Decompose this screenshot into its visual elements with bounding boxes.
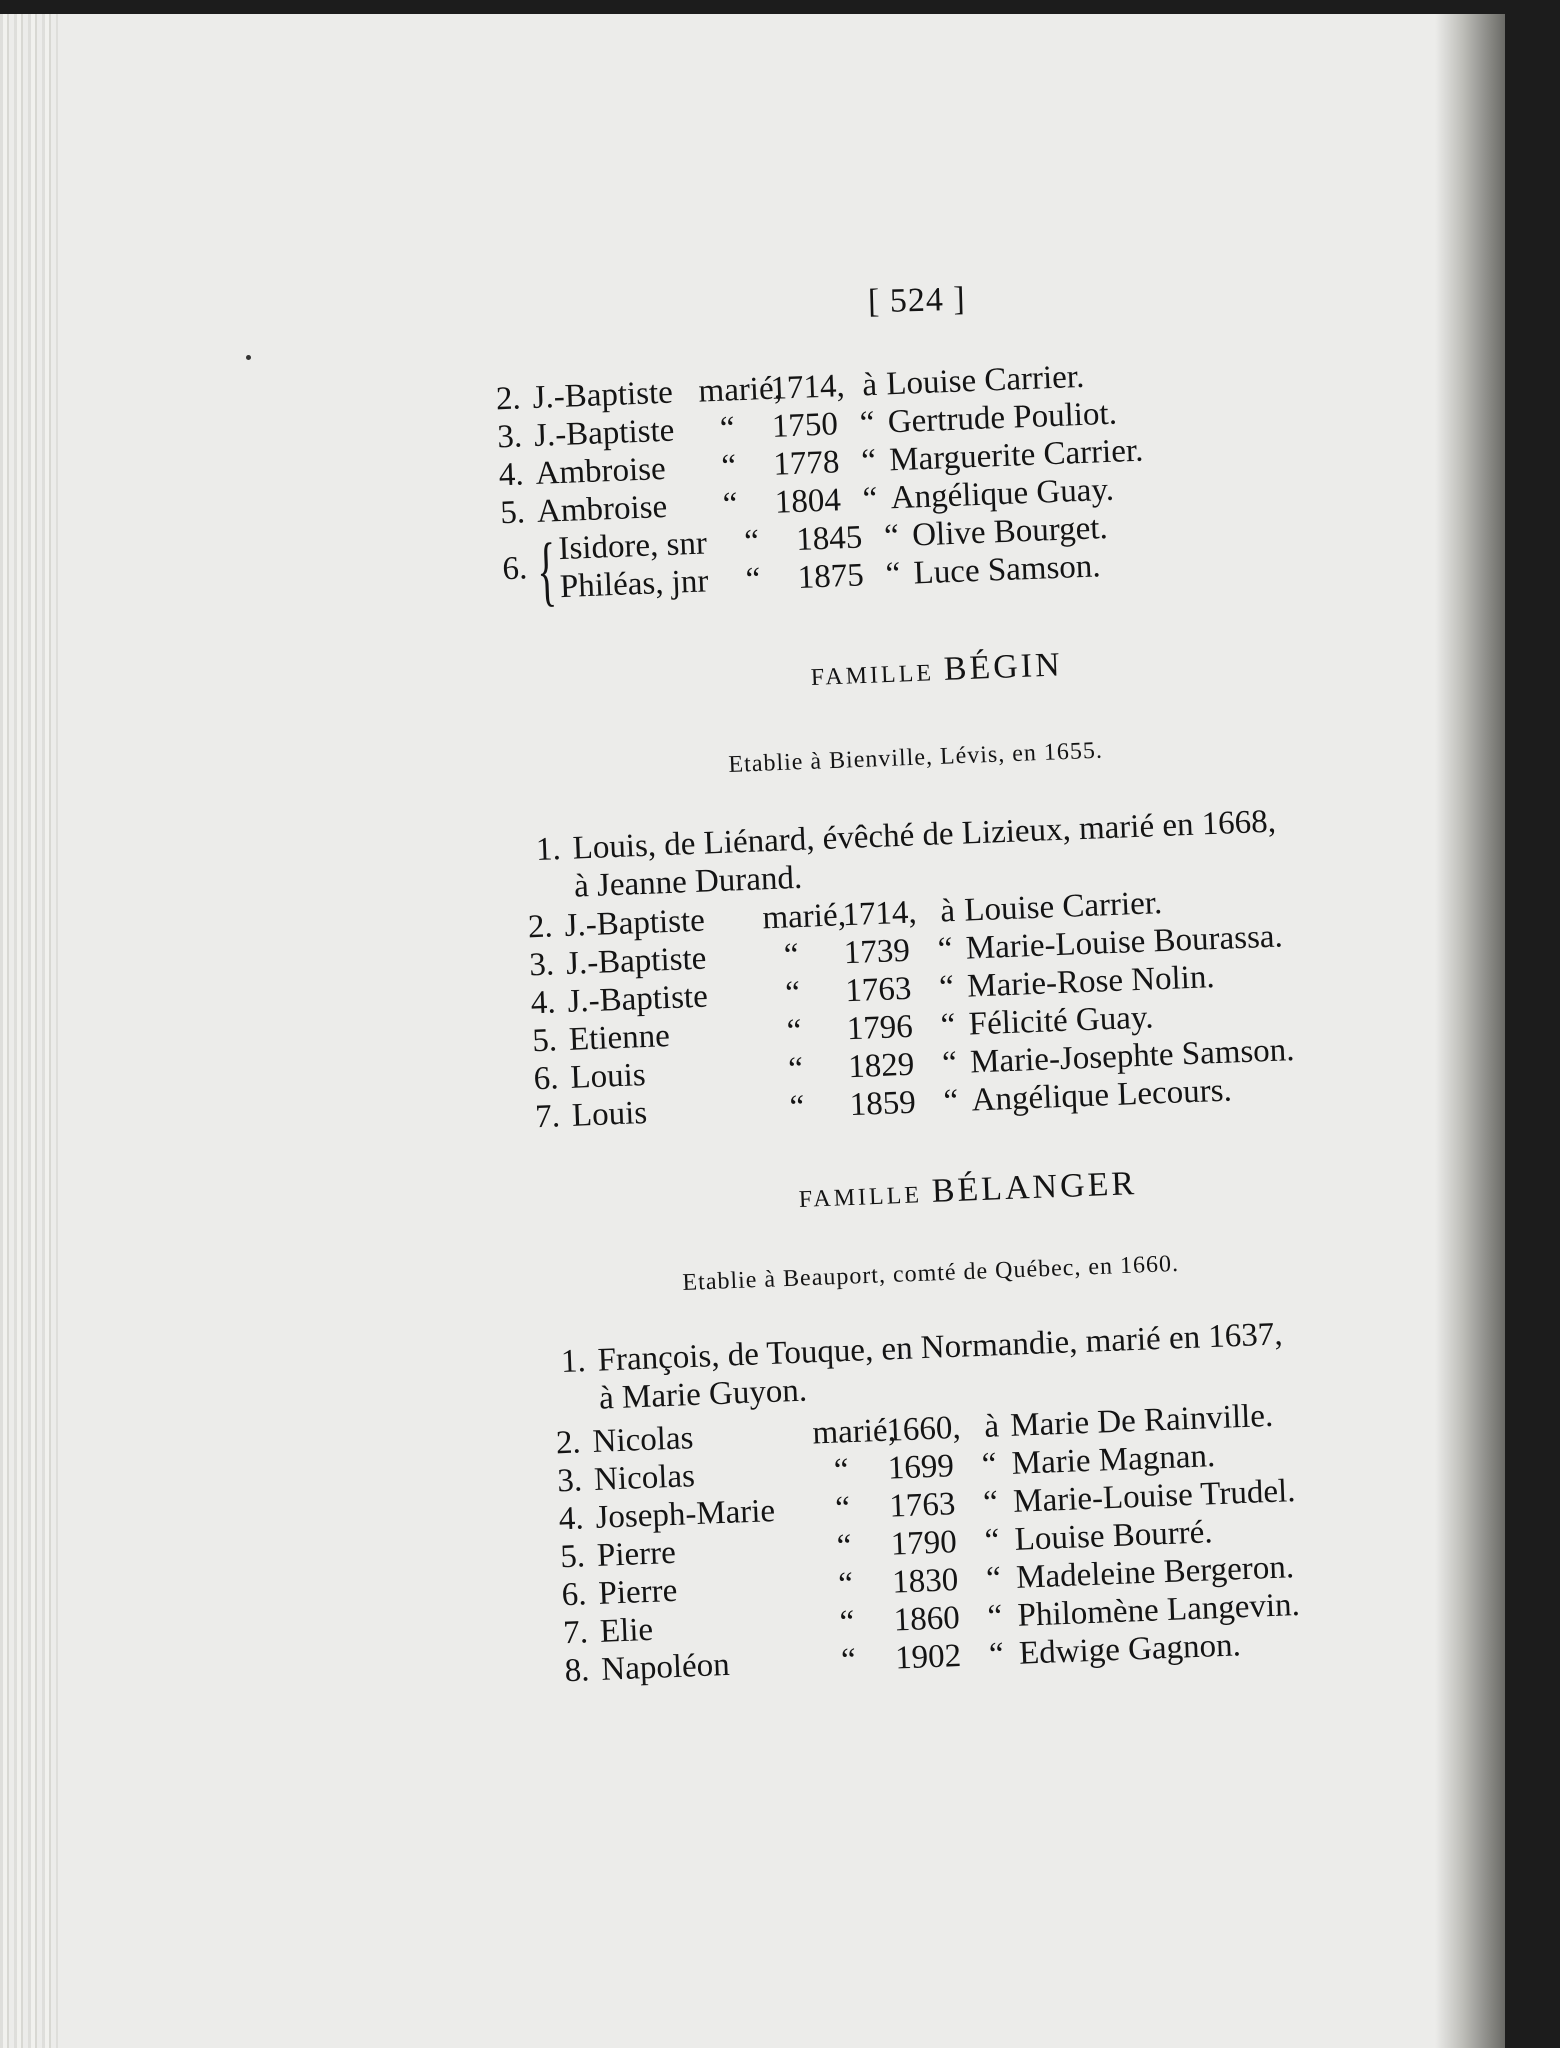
founder-line-2: à Jeanne Durand. <box>573 859 803 905</box>
ditto-mark: “ <box>840 1642 857 1679</box>
ditto-mark: “ <box>789 1088 806 1126</box>
person-name: Nicolas <box>593 1458 696 1498</box>
genealogy-row <box>541 1438 1216 1502</box>
entry-number: 4. <box>498 456 525 494</box>
continuation-genealogy-list <box>480 358 1144 614</box>
spouse-name: Louise Carrier. <box>963 885 1163 929</box>
marriage-year: 1875 <box>797 557 865 596</box>
entry-number: 4. <box>530 984 557 1022</box>
genealogy-row <box>512 885 1163 948</box>
ditto-mark: “ <box>981 1446 998 1484</box>
to-label: à <box>983 1408 1000 1445</box>
spouse-name: Angélique Lecours. <box>970 1072 1233 1119</box>
marriage-year: 1902 <box>894 1638 962 1677</box>
binding-shadow <box>1435 14 1505 2048</box>
to-label: à <box>939 893 956 930</box>
person-name: Etienne <box>568 1018 671 1058</box>
entry-number: 2. <box>527 908 554 946</box>
person-name: Philéas, jnr <box>559 563 709 606</box>
belanger-genealogy-list <box>540 1397 1301 1692</box>
ditto-mark: “ <box>836 1528 853 1565</box>
genealogy-row <box>519 1072 1233 1138</box>
spouse-name: Louise Carrier. <box>885 358 1085 403</box>
ditto-mark: “ <box>745 561 762 598</box>
person-name: Napoléon <box>600 1646 731 1688</box>
family-subtitle-begin: Etablie à Bienville, Lévis, en 1655. <box>728 737 1104 778</box>
ditto-mark: “ <box>982 1484 999 1522</box>
ditto-mark: “ <box>787 1050 804 1088</box>
married-label: marié, <box>761 897 847 937</box>
ditto-mark: “ <box>984 1522 1001 1559</box>
person-name: Pierre <box>597 1572 678 1612</box>
marriage-year: 1714, <box>841 894 918 934</box>
spouse-name: Luce Samson. <box>912 548 1102 592</box>
heading-prefix: FAMILLE <box>798 1182 923 1213</box>
marriage-year: 1763 <box>844 970 913 1010</box>
ditto-mark: “ <box>833 1452 850 1489</box>
person-name: Nicolas <box>591 1420 695 1460</box>
spouse-name: Marie Magnan. <box>1011 1438 1216 1482</box>
entry-number: 2. <box>555 1424 582 1462</box>
page-stack-edges <box>0 14 58 2048</box>
entry-number: 3. <box>556 1462 583 1500</box>
ditto-mark: “ <box>783 937 800 974</box>
family-surname: BÉLANGER <box>931 1165 1138 1210</box>
family-heading-belanger <box>798 1165 1138 1216</box>
entry-number: 3. <box>496 418 523 456</box>
person-name: Ambroise <box>534 450 667 492</box>
ditto-mark: “ <box>862 480 879 518</box>
person-name: Joseph-Marie <box>594 1493 776 1536</box>
ditto-mark: “ <box>940 1007 957 1044</box>
marriage-year: 1750 <box>771 406 839 445</box>
ditto-mark: “ <box>720 448 737 485</box>
spouse-name: Philomène Langevin. <box>1016 1586 1301 1634</box>
ditto-mark: “ <box>937 931 954 968</box>
entry-number: 2. <box>495 380 522 418</box>
spouse-name: Marie-Josephte Samson. <box>969 1032 1296 1081</box>
family-subtitle-belanger: Etablie à Beauport, comté de Québec, en 1660. <box>682 1250 1180 1296</box>
person-name: Isidore, snr <box>557 525 708 568</box>
spouse-name: Madeleine Bergeron. <box>1015 1549 1295 1596</box>
marriage-year: 1804 <box>774 482 842 521</box>
spouse-name: Marie De Rainville. <box>1009 1397 1274 1444</box>
book-page <box>0 14 1505 2048</box>
entry-number: 5. <box>499 494 526 532</box>
entry-number: 4. <box>558 1500 585 1538</box>
entry-number: 3. <box>528 946 555 984</box>
family-surname: BÉGIN <box>943 646 1064 688</box>
ditto-mark: “ <box>942 1083 960 1120</box>
person-name: J.-Baptiste <box>565 940 707 982</box>
person-name: Louis <box>571 1094 648 1134</box>
founder-line-1: François, de Touque, en Normandie, marié en 1637, <box>596 1316 1284 1379</box>
spouse-name: Olive Bourget. <box>911 510 1109 554</box>
founder-entry-begin <box>510 803 1278 908</box>
marriage-year: 1714, <box>769 368 846 407</box>
ink-speck <box>246 355 251 360</box>
marriage-year: 1830 <box>891 1562 959 1601</box>
spouse-name: Marie-Louise Trudel. <box>1012 1473 1297 1520</box>
ditto-mark: “ <box>743 523 760 560</box>
brace-entry <box>486 510 1109 614</box>
person-name: J.-Baptiste <box>566 978 709 1020</box>
entry-number: 6. <box>501 550 528 588</box>
married-label: marié, <box>697 370 783 410</box>
marriage-year: 1796 <box>846 1008 914 1048</box>
entry-number: 1. <box>560 1343 587 1381</box>
entry-number: 5. <box>531 1022 558 1060</box>
entry-number: 8. <box>563 1652 591 1690</box>
person-name: J.-Baptiste <box>533 412 675 454</box>
ditto-mark: “ <box>986 1598 1003 1635</box>
ditto-mark: “ <box>860 442 877 480</box>
marriage-year: 1778 <box>772 444 841 483</box>
heading-prefix: FAMILLE <box>810 660 935 691</box>
marriage-year: 1845 <box>795 519 863 558</box>
genealogy-row <box>481 395 1118 458</box>
brace-glyph: { <box>535 526 558 614</box>
family-heading-begin <box>810 646 1063 694</box>
ditto-mark: “ <box>837 1566 854 1603</box>
ditto-mark: “ <box>786 1012 803 1050</box>
spouse-name: Gertrude Pouliot. <box>887 395 1118 441</box>
spouse-name: Angélique Guay. <box>890 471 1115 517</box>
ditto-mark: “ <box>883 518 900 555</box>
entry-number: 7. <box>534 1098 561 1136</box>
person-name: Pierre <box>596 1534 677 1574</box>
marriage-year: 1763 <box>888 1486 956 1525</box>
marriage-year: 1829 <box>847 1046 915 1086</box>
marriage-year: 1739 <box>843 932 911 972</box>
spouse-name: Marguerite Carrier. <box>888 432 1144 479</box>
ditto-mark: “ <box>859 404 876 442</box>
ditto-mark: “ <box>941 1045 958 1082</box>
genealogy-row <box>480 358 1085 420</box>
ditto-mark: “ <box>834 1490 851 1527</box>
person-name: Louis <box>569 1057 647 1096</box>
person-name: J.-Baptiste <box>531 374 674 416</box>
marriage-year: 1790 <box>890 1524 958 1563</box>
married-label: marié, <box>811 1412 897 1452</box>
begin-genealogy-list <box>512 885 1296 1138</box>
spouse-name: Edwige Gagnon. <box>1018 1627 1242 1672</box>
person-name: Ambroise <box>536 488 668 530</box>
person-name: Elie <box>599 1611 654 1650</box>
marriage-year: 1860 <box>893 1600 961 1639</box>
entry-number: 6. <box>561 1576 588 1614</box>
ditto-mark: “ <box>784 975 801 1012</box>
person-name: J.-Baptiste <box>563 902 706 944</box>
founder-line-2: à Marie Guyon. <box>598 1372 808 1417</box>
entry-number: 5. <box>559 1538 586 1576</box>
entry-number: 7. <box>562 1614 589 1652</box>
ditto-mark: “ <box>938 969 955 1006</box>
page-number: [ 524 ] <box>867 280 967 321</box>
spouse-name: Marie-Louise Bourassa. <box>965 918 1284 967</box>
ditto-mark: “ <box>719 410 736 447</box>
marriage-year: 1859 <box>849 1084 917 1124</box>
ditto-mark: “ <box>839 1604 856 1641</box>
ditto-mark: “ <box>985 1560 1002 1597</box>
entry-number: 1. <box>535 831 562 869</box>
ditto-mark: “ <box>885 556 902 593</box>
marriage-year: 1699 <box>887 1448 955 1487</box>
marriage-year: 1660, <box>885 1409 962 1449</box>
ditto-mark: “ <box>722 486 739 523</box>
entry-number: 6. <box>533 1060 560 1098</box>
spouse-name: Louise Bourré. <box>1014 1514 1214 1558</box>
founder-line-1: Louis, de Liénard, évêché de Lizieux, marié en 1668, <box>571 803 1277 867</box>
spouse-name: Marie-Rose Nolin. <box>966 959 1216 1005</box>
spouse-name: Félicité Guay. <box>968 999 1155 1043</box>
ditto-mark: “ <box>988 1636 1005 1673</box>
to-label: à <box>861 366 878 404</box>
